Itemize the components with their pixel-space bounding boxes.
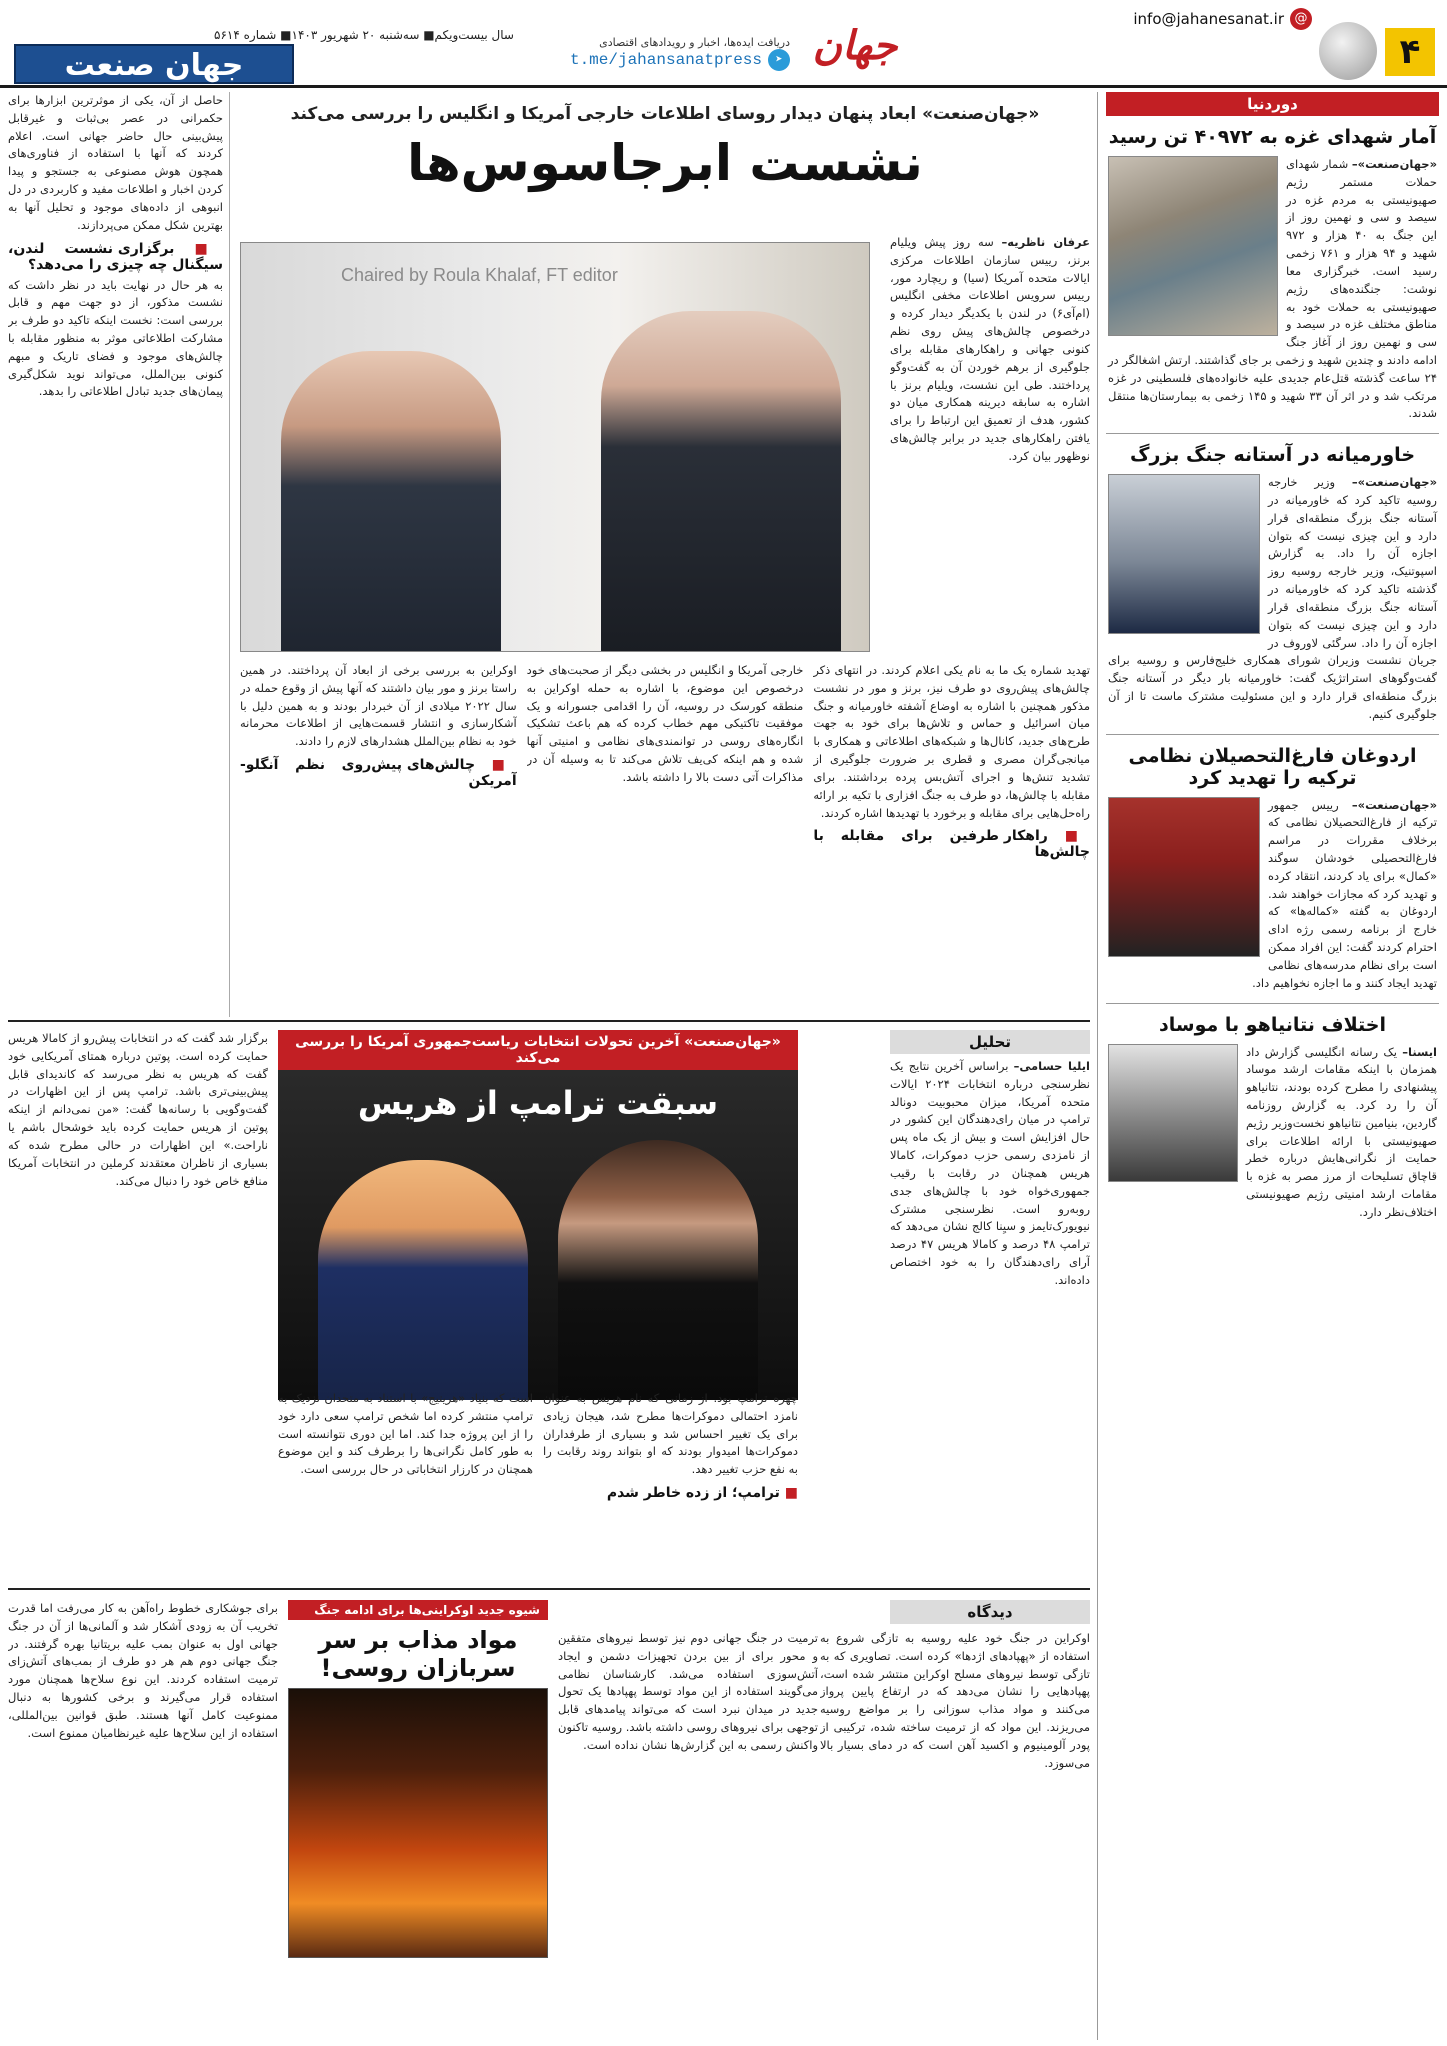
email-contact[interactable]	[1133, 8, 1312, 30]
column-subhead: ■ راهکار طرفین برای مقابله با چالش‌ها	[813, 828, 1090, 860]
viewpoint-section-label: دیدگاه	[890, 1600, 1090, 1624]
paper-brand: جهان	[812, 22, 898, 69]
column-subhead: ■ برگزاری نشست لندن، سیگنال چه چیزی را می‌دهد؟	[8, 241, 223, 273]
photo-figure-harris	[558, 1140, 758, 1400]
telegram-icon: ➤	[768, 49, 790, 71]
viewpoint-lead-text: اوکراین در جنگ خود علیه روسیه به تازگی شروع به استفاده از «پهپادهای اژدها» کرده است. تصاویری که به تازگی توسط نیروهای مسلح اوکراین منتشر شده است، پهپادهایی را نشان می‌دهد که در ارتفاع پایین پرواز می‌کنند و مواد مذاب سوزانی را بر مواضع روسیه می‌ریزند. این مواد که از ترمیت ساخته شده، ترکیبی از پودر آلومینیوم و اکسید آهن است که در دمای بسیار بالا می‌سوزد.	[820, 1631, 1090, 1770]
page-number: ۴	[1385, 28, 1435, 76]
column-text: تهدید شماره یک ما به نام یکی اعلام کردند. در انتهای ذکر چالش‌های پیش‌روی دو طرف نیز، برنز و مور در نشست مذکور همچنین با اشاره به اوضاع آشفته خاورمیانه و جنگ میان اسرائیل و حماس و تلاش‌ها برای خود به جهت طرح‌های جدید، کانال‌ها و شبکه‌های اطلاعاتی و همکاری با میانجی‌گران مصری و قطری بر ضرورت جلوگیری از تشدید تنش‌ها و اجرای آتش‌بس پرده برداشتند. برای مقابله با چالش‌ها، دو طرف به جنگ افزاری با تکیه بر ارائه راه‌حل‌هایی برای مقابله و برخورد با تهدیدها اشاره کردند.	[813, 663, 1090, 820]
article-byline: ایلیا حسامی–	[1013, 1059, 1090, 1073]
trump-kicker: «جهان‌صنعت» آخرین تحولات انتخابات ریاست‌جمهوری آمریکا را بررسی می‌کند	[278, 1030, 798, 1070]
sidebar-article-headline[interactable]: خاورمیانه در آستانه جنگ بزرگ	[1129, 444, 1416, 467]
trump-harris-photo	[278, 1070, 798, 1400]
netanyahu-photo	[1108, 1044, 1238, 1182]
analysis-lead-text: براساس آخرین نتایج یک نظرسنجی درباره انتخابات ۲۰۲۴ ایالات متحده آمریکا، میزان محبوبیت دونالد ترامپ در میان رای‌دهندگان این کشور در حال افزایش است و بیش از یک ماه پس از نامزدی رسمی حزب دموکرات، کامالا هریس همچنان در رقابت با رقیب جمهوری‌خواه خود با چالش‌های جدی روبه‌رو است. نظرسنجی مشترک نیویورک‌تایمز و سیِنا کالج نشان می‌دهد که ترامپ ۴۸ درصد و کامالا هریس ۴۷ درصد آرای رای‌دهندگان را به خود اختصاص داده‌اند.	[890, 1059, 1090, 1287]
trump-headline[interactable]: سبقت ترامپ از هریس	[357, 1084, 719, 1122]
newspaper-logo: جهان صنعت	[14, 44, 294, 84]
viewpoint-continued-column	[8, 1600, 278, 2040]
top-story	[8, 92, 1090, 1022]
masthead	[0, 0, 1447, 88]
photo-figure-right	[601, 311, 841, 651]
top-story-header	[240, 92, 1090, 200]
article-source: ایسنا–	[1402, 1044, 1437, 1059]
top-story-column	[527, 662, 804, 1017]
thermite-feature	[288, 1600, 548, 1958]
sidebar-article-headline[interactable]: اختلاف نتانیاهو با موساد	[1159, 1013, 1386, 1036]
column-text: به هر حال در نهایت باید در نظر داشت که نشست مذکور، از دو جهت مهم و قابل بررسی است: نخست اینکه تاکید دو طرف بر مشارکت اطلاعاتی موثر به منظور مقابله با چالش‌های موجود و فضای تاریک و مبهم کنونی بین‌الملل، می‌تواند نوید شکل‌گیری پیمان‌های جدید تبادل اطلاعاتی را بدهد.	[8, 277, 223, 399]
column-text: چهره ترامپ بود. از زمانی که نام هریس به عنوان نامزد احتمالی دموکرات‌ها مطرح شد، هیجان زیادی برای یک تغییر احساس شد و بسیاری از طرفداران دموکرات‌ها امیدوار بودند که او بتواند روند رقابت را به نفع حزب تغییر دهد.	[543, 1391, 798, 1477]
issue-line: سال بیست‌ویکم■ سه‌شنبه ۲۰ شهریور ۱۴۰۳■ شماره ۵۶۱۴	[214, 28, 514, 42]
analysis-lead-column	[890, 1058, 1090, 1588]
viewpoint-headline[interactable]: مواد مذاب بر سر سربازان روسی!	[318, 1626, 518, 1682]
sidebar-world-news	[1097, 92, 1439, 2040]
sidebar-article	[1106, 1004, 1439, 1232]
column-text: اوکراین به بررسی برخی از ابعاد آن پرداختند. در همین راستا برنز و مور بیان داشتند که آنها پیش از وقوع حمله در سال ۲۰۲۲ میلادی از آن خبردار بودند و به همین دلیل با آشکارسازی و انتشار قسمت‌هایی از اطلاعات محرمانه خود به نظام بین‌الملل هشدارهای لازم را دادند.	[239, 663, 517, 749]
column-text: برای جوشکاری خطوط راه‌آهن به کار می‌رفت اما قدرت تخریب آن به زودی آشکار شد و آلمانی‌ها از آن در جنگ جهانی اول به عنوان بمب علیه بریتانیا بهره گرفتند. در جنگ جهانی دوم هم هر دو طرف از بمب‌های آتش‌زای ترمیت استفاده کردند. این نوع سلاح‌ها همچنان مورد استفاده قرار می‌گیرند و برخی کشورها به دنبال ممنوعیت کامل آنها هستند. طبق قوانین بین‌المللی، استفاده از این سلاح‌ها علیه غیرنظامیان ممنوع است.	[8, 1601, 278, 1740]
viewpoint-tag-row	[890, 1600, 1090, 1624]
analysis-section-label: تحلیل	[890, 1030, 1090, 1054]
analysis-column	[278, 1390, 533, 1585]
photo-backdrop-caption: Chaired by Roula Khalaf, FT editor	[341, 265, 618, 285]
viewpoint-lead-column	[820, 1630, 1090, 2040]
sidebar-article-text: یک رسانه انگلیسی گزارش داد همزمان با اینکه مقامات ارشد موساد پیشنهادی را مطرح کرده بودند، نتانیاهو آن را رد کرد. به گزارش روزنامه گاردین، بنیامین نتانیاهو نخست‌وزیر رژیم صهیونیستی با ارائه اطلاعات برای حمایت از نگرانی‌هایش درباره خطر قاچاق تسلیحات از مرز مصر به غزه با مقامات ارشد امنیتی رژیم صهیونیستی اختلاف‌نظر دارد.	[1246, 1044, 1437, 1219]
article-source: «جهان‌صنعت»–	[1351, 157, 1438, 171]
email-address[interactable]: info@jahanesanat.ir	[1133, 10, 1284, 28]
sidebar-article	[1106, 434, 1439, 734]
mail-icon: @	[1290, 8, 1312, 30]
forest-fire-photo	[288, 1688, 548, 1958]
telegram-link-text[interactable]: t.me/jahansanatpress	[569, 51, 762, 69]
sidebar-article	[1106, 735, 1439, 1004]
top-story-kicker: «جهان‌صنعت» ابعاد پنهان دیدار روسای اطلاعات خارجی آمریکا و انگلیس را بررسی می‌کند	[290, 104, 1040, 124]
column-text: حاصل از آن، یکی از موثرترین ابزارها برای حکمرانی در عصر بی‌ثبات و غیرقابل پیش‌بینی حال حاضر جهانی است. اعلام کردند که آنها با استفاده از فناوری‌های همچون هوش مصنوعی به جستجو و پیدا کردن اخبار و اطلاعات مفید و کاربردی در دل انبوهی از داده‌های موجود و تحلیل آنها به بهترین شکل ممکن می‌پردازند.	[8, 93, 223, 232]
analysis-section	[8, 1030, 1090, 1590]
sidebar-article	[1106, 116, 1439, 434]
sidebar-article-text: رییس جمهور ترکیه از فارغ‌التحصیلان نظامی که برخلاف مقررات در مراسم فارغ‌التحصیلی خودشان سوگند «کمال» برای یاد کردند، انتقاد کرده و تهدید کرد که مجازات خواهند شد. اردوغان به گفته «کماله‌ها» که خارج از برنامه رسمی رژه ادای احترام کردند گفت: این افراد ممکن است برای نظام مدرسه‌های نظامی تهدید ایجاد کنند و ما اجازه نخواهیم داد.	[1252, 797, 1437, 990]
erdogan-photo	[1108, 797, 1260, 957]
sidebar-article-headline[interactable]: آمار شهدای غزه به ۴۰۹۷۲ تن رسید	[1108, 126, 1437, 148]
top-story-headline[interactable]: نشست ابرجاسوس‌ها	[407, 134, 923, 192]
sidebar-article-text: وزیر خارجه روسیه تاکید کرد که خاورمیانه در آستانه جنگ بزرگ منطقه‌ای قرار دارد و این چیزی نیست که بتوان اجازه آن را داد. به گزارش اسپوتنیک، وزیر خارجه روسیه روز گذشته تاکید کرد که خاورمیانه در آستانه جنگ بزرگ منطقه‌ای قرار دارد و این چیزی نیست که بتوان اجازه آن را داد. سرگئی لاوروف در جریان نشست وزیران شورای همکاری خلیج‌فارس و روسیه برای گفت‌وگوهای استراتژیک گفت: خاورمیانه بار دیگر در آستانه جنگ بزرگ منطقه‌ای قرار دارد و این مسئولیت مشترک ماست تا از آن جلوگیری کنیم.	[1108, 475, 1437, 721]
top-story-continued-column	[8, 92, 230, 1017]
article-source: «جهان‌صنعت»–	[1351, 797, 1437, 812]
analysis-continued-column	[8, 1030, 268, 1585]
column-text: است که بنیاد «هریتیج» با استناد به متحدان نزدیک به ترامپ منتشر کرده اما شخص ترامپ سعی دارد خود را از این پروژه جدا کند. اما این دوری نتوانسته است به طور کامل نگرانی‌ها را برطرف کند و این موضوع همچنان در کارزار انتخاباتی در حال بررسی است.	[278, 1391, 533, 1477]
top-story-column	[240, 662, 517, 1017]
column-subhead: ■ ترامپ؛ از زده خاطر شدم	[543, 1485, 798, 1501]
analysis-columns	[278, 1390, 798, 1585]
column-subhead: ■ چالش‌های پیش‌روی نظم آنگلو- آمریکن	[240, 757, 517, 789]
trump-harris-feature	[278, 1030, 798, 1400]
article-byline: عرفان ناظریه–	[1001, 235, 1090, 249]
telegram-link[interactable]	[520, 49, 790, 71]
sidebar-article-headline[interactable]: اردوغان فارغ‌التحصیلان نظامی ترکیه را تهدید کرد	[1128, 744, 1417, 789]
globe-icon	[1319, 22, 1377, 80]
top-story-columns	[240, 662, 1090, 1017]
top-story-column	[813, 662, 1090, 1017]
sidebar-section-label: دوردنیا	[1106, 92, 1439, 116]
photo-figure-left	[281, 351, 501, 651]
sidebar-article-text: شمار شهدای حملات مستمر رژیم صهیونیستی به مردم غزه در سیصد و سی و نهمین روز از این جنگ به ۴۰ هزار و ۹۷۲ شهید و ۹۴ هزار و ۷۶۱ زخمی رسید است. خبرگزاری معا نوشت: جنگنده‌های رژیم صهیونیستی به حملات خود به مناطق مختلف غزه در سیصد و سی و نهمین روز از آغاز جنگ ادامه دادند و چندین شهید و زخمی بر جای گذاشتند. ارتش اشغالگر در ۲۴ ساعت گذشته قتل‌عام جدیدی علیه خانواده‌های فلسطینی در غزه مرتکب شد و در اثر آن ۳۳ شهید و ۱۴۵ زخمی به بیمارستان‌ها منتقل شدند.	[1108, 157, 1437, 421]
telegram-label: دریافت ایده‌ها، اخبار و رویدادهای اقتصادی	[599, 36, 790, 49]
telegram-promo[interactable]	[520, 36, 790, 71]
column-text: برگزار شد گفت که در انتخابات پیش‌رو از کامالا هریس حمایت کرده است. پوتین درباره همتای آمریکایی خود گفت که هریس به نظر می‌رسد که کاندیدای قابل پیش‌بینی‌تری باشد. ترامپ پس از این اظهارات در گفت‌وگویی با رسانه‌ها گفت: «من نمی‌دانم از اینکه پوتین از هریس حمایت کرده باید خوشحال باشم یا ناراحت.» این اظهارات در حالی مطرح شده که بسیاری از ناظران معتقدند کرملین در انتخابات آمریکا منافع خاص خود را دنبال می‌کند.	[8, 1031, 268, 1188]
column-text: خارجی آمریکا و انگلیس در بخشی دیگر از صحبت‌های خود درخصوص این موضوع، با اشاره به حمله اوکراین به منطقه کورسک در روسیه، آن را اقدامی جسورانه و یک موفقیت تاکتیکی مهم خطاب کرده که هم باعث تشکیک انگاره‌های روسی در توانمندی‌های نظامی و امنیتی آنها شده و هم اینکه کی‌یف تلاش می‌کند تا به وسیله آن در مذاکرات آتی دست بالا را داشته باشد.	[526, 663, 804, 784]
top-story-lead-text: سه روز پیش ویلیام برنز، رییس سازمان اطلاعات مرکزی ایالات متحده آمریکا (سیا) و ریچارد مور، رییس سرویس اطلاعات مخفی انگلیس (ام‌آی۶) در لندن با یکدیگر دیدار کرده و درخصوص چالش‌های پیش روی نظم کنونی جهانی و راهکارهای مقابله برای جلوگیری از برهم خوردن آن به گفت‌وگو پرداختند. طی این نشست، ویلیام برنز با اشاره به سابقه دیرینه همکاری میان دو کشور، هدف از تعمیق این ارتباط را برای یافتن راهکارهای جدید در برابر چالش‌های نوظهور بیان کرد.	[890, 235, 1090, 463]
column-text: ترمیت در جنگ جهانی دوم نیز توسط نیروهای متفقین و محور برای از بین بردن تجهیزات دشمن و ایجاد آتش‌سوزی استفاده می‌شد. کارشناسان نظامی می‌گویند استفاده از این مواد توسط پهپادها یک تحول جدید در میدان نبرد است که می‌تواند پیامدهای قابل توجهی برای نیروهای روسی داشته باشد. روسیه تاکنون واکنش رسمی به این گزارش‌ها نشان نداده است.	[558, 1631, 818, 1752]
photo-figure-trump	[318, 1160, 528, 1400]
viewpoint-kicker: شیوه جدید اوکراینی‌ها برای ادامه جنگ	[288, 1600, 548, 1620]
analysis-column	[543, 1390, 798, 1585]
spy-chiefs-photo	[240, 242, 870, 652]
viewpoint-column	[558, 1630, 818, 2040]
gaza-destruction-photo	[1108, 156, 1278, 336]
main-content	[8, 92, 1090, 2040]
lavrov-photo	[1108, 474, 1260, 634]
analysis-tag-row	[890, 1030, 1090, 1054]
article-source: «جهان‌صنعت»–	[1351, 475, 1437, 490]
viewpoint-section	[8, 1600, 1090, 2040]
